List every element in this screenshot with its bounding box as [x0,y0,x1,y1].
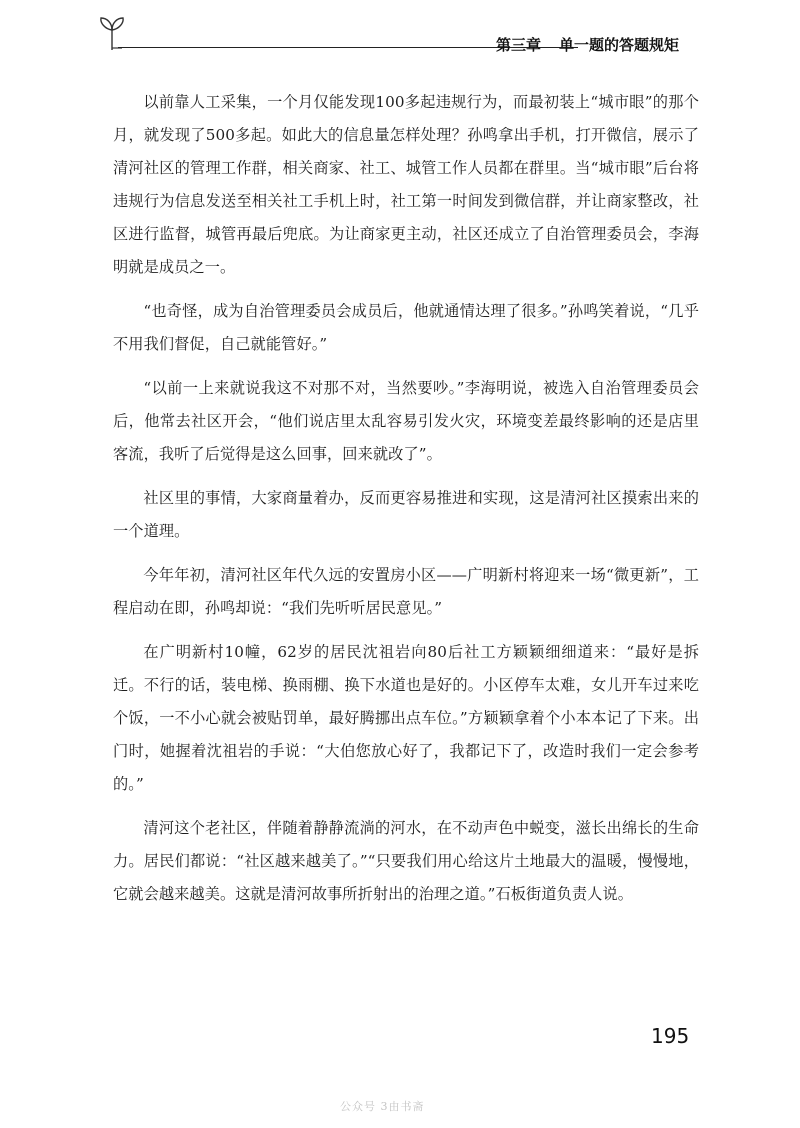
paragraph: 社区里的事情，大家商量着办，反而更容易推进和实现，这是清河社区摸索出来的一个道理。 [113,489,699,540]
paragraph: 以前靠人工采集，一个月仅能发现100多起违规行为，而最初装上“城市眼”的那个月，就发现了500多起。如此大的信息量怎样处理？孙鸣拿出手机，打开微信，展示了清河社区的管理工作群，相关商家、社工、城管工作人员都在群里。当“城市眼”后台将违规行为信息发送至相关社工手机上时，社工第一时间发到微信群，并让商家整改，社区进行监督，城管再最后兜底。为让商家更主动，社区还成立了自治管理委员会，李海明就是成员之一。 [113,93,699,276]
paragraph: “以前一上来就说我这不对那不对，当然要吵。”李海明说，被选入自治管理委员会后，他常去社区开会，“他们说店里太乱容易引发火灾，环境变差最终影响的还是店里客流，我听了后觉得是这么回事，回来就改了”。 [113,379,699,463]
chapter-heading [496,34,796,55]
chapter-title: 单一题的答题规矩 [559,36,680,54]
paragraph: “也奇怪，成为自治管理委员会成员后，他就通情达理了很多。”孙鸣笑着说，“几乎不用我们督促，自己就能管好。” [113,302,699,353]
chapter-label: 第三章 [496,36,542,54]
footer-watermark: 公众号 3由书斋 [340,1100,425,1113]
paragraph: 今年年初，清河社区年代久远的安置房小区——广明新村将迎来一场“微更新”，工程启动在即，孙鸣却说：“我们先听听居民意见。” [113,566,699,617]
page-number: 195 [651,1024,690,1048]
article-body [113,86,699,922]
paragraph: 清河这个老社区，伴随着静静流淌的河水，在不动声色中蜕变，滋长出绵长的生命力。居民们都说：“社区越来越美了。”“只要我们用心给这片土地最大的温暖，慢慢地，它就会越来越美。这就是清河故事所折射出的治理之道。”石板街道负责人说。 [113,819,699,903]
running-header [96,14,706,54]
paragraph: 在广明新村10幢，62岁的居民沈祖岩向80后社工方颖颖细细道来：“最好是拆迁。不行的话，装电梯、换雨棚、换下水道也是好的。小区停车太难，女儿开车过来吃个饭，一不小心就会被贴罚单，最好腾挪出点车位。”方颖颖拿着个小本本记了下来。出门时，她握着沈祖岩的手说：“大伯您放心好了，我都记下了，改造时我们一定会参考的。” [113,643,699,793]
